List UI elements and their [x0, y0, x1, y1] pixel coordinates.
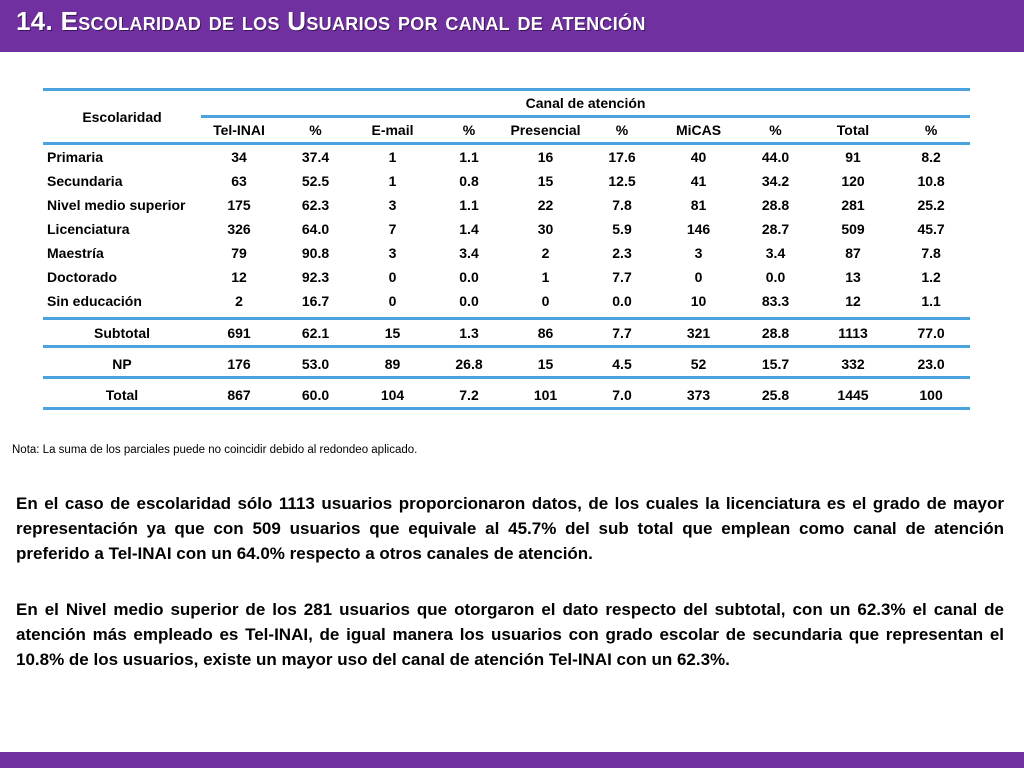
table-cell: 37.4 [301, 149, 330, 165]
table-cell: 23.0 [892, 351, 970, 378]
table-cell: 146 [686, 221, 711, 237]
col-header: % [737, 117, 814, 144]
table-cell: 2 [235, 293, 243, 309]
table-cell: 28.7 [761, 221, 790, 237]
row-label: Sin educación [47, 293, 142, 309]
table-cell: 52.5 [301, 173, 330, 189]
table-cell: 7.2 [431, 382, 507, 409]
table-cell: 28.8 [737, 319, 814, 347]
row-header: Escolaridad [43, 90, 201, 144]
col-header: % [277, 117, 354, 144]
table-cell: 25.2 [917, 197, 945, 213]
table-cell: 77.0 [892, 319, 970, 347]
col-header: Total [814, 117, 892, 144]
table-cell: 15 [354, 319, 431, 347]
table-cell: 3 [388, 245, 397, 261]
table-cell: 7.0 [584, 382, 660, 409]
table-cell: 867 [201, 382, 277, 409]
table-cell: 15 [507, 351, 584, 378]
table-cell: 81 [690, 197, 707, 213]
table-cell: 25.8 [737, 382, 814, 409]
table-cell: 176 [201, 351, 277, 378]
table-cell: 0 [388, 269, 397, 285]
table-cell: 16 [537, 149, 554, 165]
table-cell: 1 [541, 269, 550, 285]
title-bar [0, 0, 1024, 52]
table-cell: 83.3 [761, 293, 790, 309]
table-cell: 1 [388, 173, 397, 189]
table-cell: 326 [227, 221, 251, 237]
row-label: NP [43, 351, 201, 378]
table-cell: 120 [841, 173, 865, 189]
table-cell: 0 [541, 293, 550, 309]
col-header: Presencial [507, 117, 584, 144]
table-cell: 30 [537, 221, 554, 237]
table-cell: 10 [690, 293, 707, 309]
table-cell: 62.3 [301, 197, 330, 213]
table-cell: 15.7 [737, 351, 814, 378]
table-cell: 3 [388, 197, 397, 213]
table-cell: 4.5 [584, 351, 660, 378]
table-cell: 104 [354, 382, 431, 409]
table-cell: 60.0 [277, 382, 354, 409]
row-label: Nivel medio superior [47, 197, 186, 213]
row-label: Doctorado [47, 269, 117, 285]
table-cell: 10.8 [917, 173, 945, 189]
table-cell: 22 [537, 197, 554, 213]
table-cell: 1113 [814, 319, 892, 347]
table-cell: 52 [660, 351, 737, 378]
table-cell: 1 [388, 149, 397, 165]
table-cell: 509 [841, 221, 865, 237]
col-header: Tel-INAI [201, 117, 277, 144]
table-row [43, 382, 970, 409]
table-cell: 15 [537, 173, 554, 189]
table-cell: 1.3 [431, 319, 507, 347]
paragraph-2: En el Nivel medio superior de los 281 usuarios que otorgaron el dato respecto del subtotal, con un 62.3% el canal de atención más empleado es Tel-INAI, de igual manera los usuarios con grado escolar de secundaria que representan el 10.8% de los usuarios, existe un mayor uso del canal de atención Tel-INAI con un 62.3%. [16, 600, 1004, 669]
table-cell: 16.7 [301, 293, 330, 309]
table-cell: 87 [845, 245, 861, 261]
table-cell: 691 [201, 319, 277, 347]
col-header: E-mail [354, 117, 431, 144]
table-cell: 53.0 [277, 351, 354, 378]
table-cell: 175 [227, 197, 251, 213]
table-cell: 321 [660, 319, 737, 347]
table-cell: 13 [845, 269, 861, 285]
table-cell: 63 [231, 173, 247, 189]
table-row [43, 265, 970, 289]
table-cell: 7.7 [584, 319, 660, 347]
table-cell: 86 [507, 319, 584, 347]
table-cell: 79 [231, 245, 247, 261]
table-cell: 332 [814, 351, 892, 378]
table-row [43, 319, 970, 347]
table-row [43, 289, 970, 313]
table-cell: 64.0 [301, 221, 330, 237]
table-cell: 17.6 [608, 149, 636, 165]
table-cell: 45.7 [917, 221, 945, 237]
table-cell: 44.0 [761, 149, 790, 165]
table-cell: 0.8 [459, 173, 479, 189]
table-cell: 12 [231, 269, 247, 285]
escolaridad-table [43, 88, 970, 410]
table-cell: 0.0 [765, 269, 786, 285]
table-cell: 34 [231, 149, 247, 165]
table-cell: 62.1 [277, 319, 354, 347]
table-cell: 5.9 [612, 221, 632, 237]
table-cell: 7.8 [612, 197, 632, 213]
table-cell: 92.3 [301, 269, 330, 285]
table-row [43, 351, 970, 378]
table-cell: 28.8 [761, 197, 790, 213]
table-cell: 1.1 [459, 149, 479, 165]
table-cell: 26.8 [431, 351, 507, 378]
table-cell: 0.0 [459, 293, 479, 309]
table-cell: 2.3 [612, 245, 632, 261]
col-header: % [431, 117, 507, 144]
bottom-bar [0, 752, 1024, 768]
table-cell: 91 [845, 149, 861, 165]
row-label: Total [43, 382, 201, 409]
table-cell: 373 [660, 382, 737, 409]
paragraph-1: En el caso de escolaridad sólo 1113 usuarios proporcionaron datos, de los cuales la licenciatura es el grado de mayor representación ya que con 509 usuarios que equivale al 45.7% del sub total que emplean como canal de atención preferido a Tel-INAI con un 64.0% respecto a otros canales de atención. [16, 494, 1004, 563]
table-cell: 0 [694, 269, 703, 285]
table-cell: 1.1 [921, 293, 941, 309]
table-cell: 1445 [814, 382, 892, 409]
group-header: Canal de atención [201, 90, 970, 117]
page-title: 14. Escolaridad de los Usuarios por canal de atención [16, 6, 646, 36]
table-row [43, 144, 970, 170]
row-label: Maestría [47, 245, 104, 261]
table-cell: 3.4 [765, 245, 786, 261]
table-cell: 40 [690, 149, 707, 165]
table-cell: 12.5 [608, 173, 636, 189]
table-cell: 0.0 [459, 269, 479, 285]
table-row [43, 169, 970, 193]
table-cell: 0.0 [612, 293, 632, 309]
table-row [43, 217, 970, 241]
table-cell: 281 [841, 197, 865, 213]
table-cell: 1.1 [459, 197, 479, 213]
table-cell: 7.7 [612, 269, 632, 285]
table-cell: 7 [388, 221, 397, 237]
table-cell: 8.2 [921, 149, 941, 165]
footnote: Nota: La suma de los parciales puede no coincidir debido al redondeo aplicado. [12, 444, 418, 456]
row-label: Licenciatura [47, 221, 130, 237]
table-cell: 1.2 [921, 269, 941, 285]
table-cell: 34.2 [761, 173, 790, 189]
row-label: Primaria [47, 149, 104, 165]
col-header: % [892, 117, 970, 144]
col-header: MiCAS [660, 117, 737, 144]
table-body [43, 144, 970, 409]
row-label: Subtotal [43, 319, 201, 347]
table-cell: 41 [690, 173, 707, 189]
table-cell: 89 [354, 351, 431, 378]
table-row [43, 241, 970, 265]
table-cell: 2 [541, 245, 550, 261]
table-cell: 101 [507, 382, 584, 409]
table-cell: 0 [388, 293, 397, 309]
row-label: Secundaria [47, 173, 123, 189]
table-cell: 100 [892, 382, 970, 409]
table-cell: 7.8 [921, 245, 941, 261]
table-cell: 90.8 [301, 245, 330, 261]
table-cell: 12 [845, 293, 861, 309]
col-header: % [584, 117, 660, 144]
table-cell: 3.4 [459, 245, 479, 261]
table-row [43, 193, 970, 217]
table-cell: 3 [694, 245, 703, 261]
table-cell: 1.4 [459, 221, 479, 237]
